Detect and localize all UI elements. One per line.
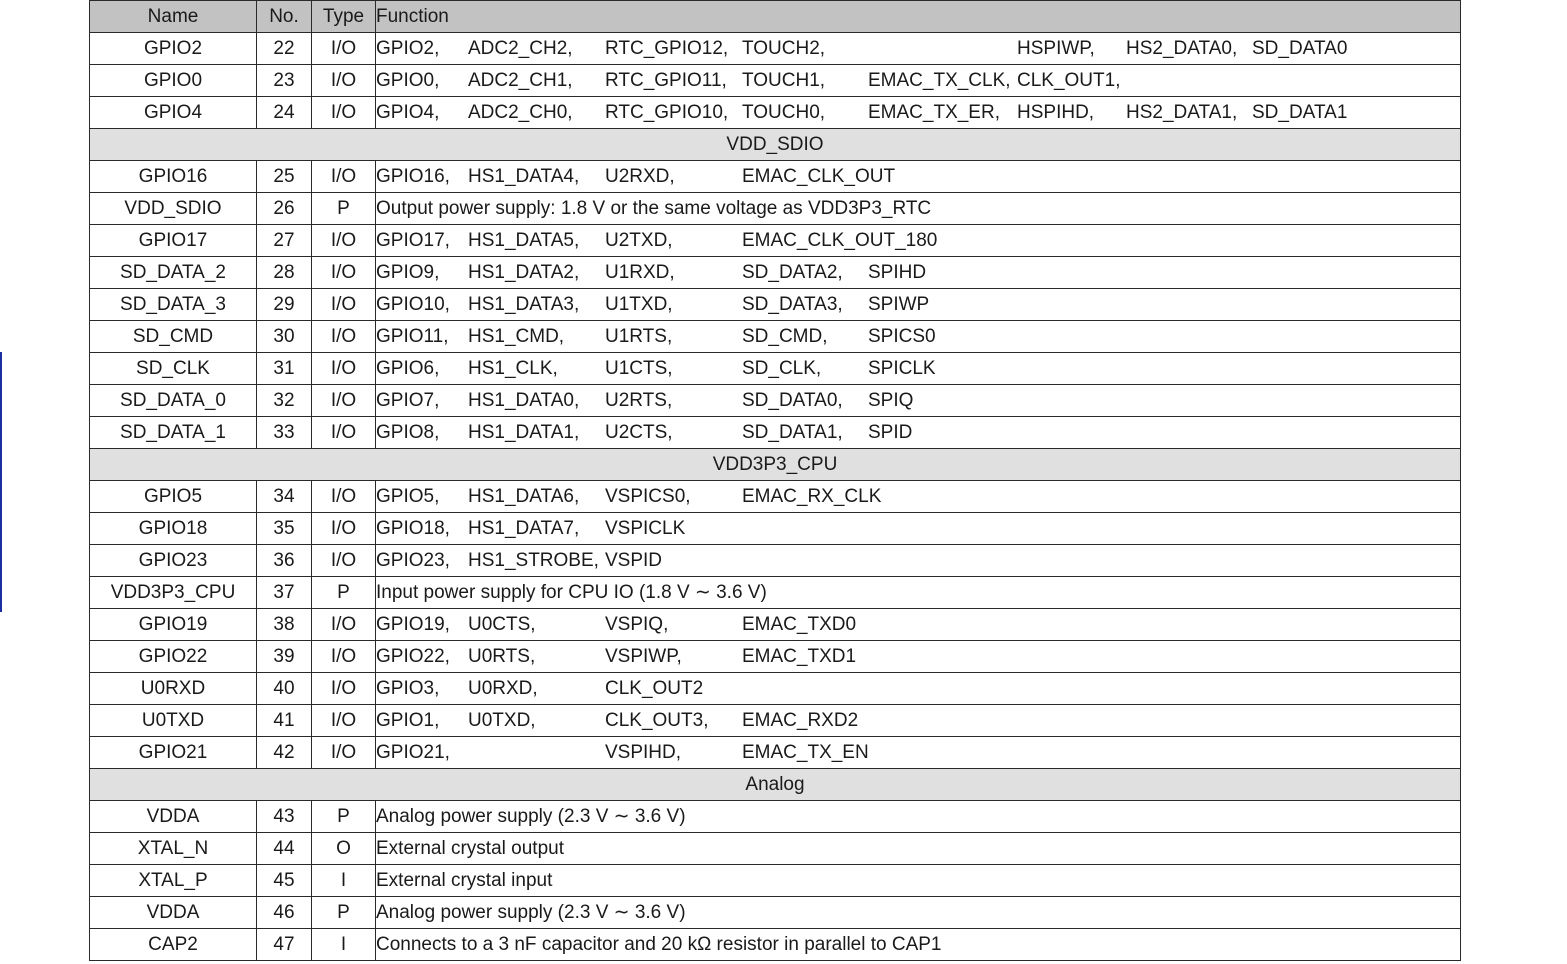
pin-name: SD_DATA_2 <box>90 257 257 289</box>
pin-number: 31 <box>257 353 312 385</box>
function-signal: TOUCH1, <box>742 70 826 91</box>
pin-name: SD_DATA_3 <box>90 289 257 321</box>
pin-function <box>376 737 1461 769</box>
table-row <box>90 161 1461 193</box>
pin-function <box>376 33 1461 65</box>
function-signal: SPIQ <box>868 390 914 411</box>
function-signal: EMAC_TX_EN <box>742 742 869 763</box>
pin-name: SD_DATA_0 <box>90 385 257 417</box>
table-row <box>90 577 1461 609</box>
function-signal: GPIO2, <box>376 38 440 59</box>
function-signal: GPIO1, <box>376 710 440 731</box>
pin-definition-table <box>89 0 1461 961</box>
table-row <box>90 193 1461 225</box>
pin-type: I/O <box>312 705 376 737</box>
function-signal: HSPIWP, <box>1017 38 1095 59</box>
pin-name: GPIO23 <box>90 545 257 577</box>
pin-function <box>376 417 1461 449</box>
function-signal: CLK_OUT2 <box>605 678 704 699</box>
function-signal: RTC_GPIO10, <box>605 102 729 123</box>
pin-name: VDDA <box>90 897 257 929</box>
pin-function <box>376 897 1461 929</box>
pin-number: 35 <box>257 513 312 545</box>
pin-number: 37 <box>257 577 312 609</box>
function-signal: SD_CMD, <box>742 326 828 347</box>
function-signal: EMAC_RX_CLK <box>742 486 882 507</box>
pin-type: I/O <box>312 417 376 449</box>
pin-number: 34 <box>257 481 312 513</box>
pin-type: P <box>312 193 376 225</box>
pin-function <box>376 833 1461 865</box>
pin-number: 41 <box>257 705 312 737</box>
pin-type: P <box>312 577 376 609</box>
pin-type: I/O <box>312 257 376 289</box>
pin-function <box>376 321 1461 353</box>
function-signal: ADC2_CH2, <box>468 38 573 59</box>
function-signal: U2RTS, <box>605 390 673 411</box>
function-signal: SPID <box>868 422 913 443</box>
pin-number: 40 <box>257 673 312 705</box>
function-signal: CLK_OUT1, <box>1017 70 1121 91</box>
pin-number: 38 <box>257 609 312 641</box>
pin-function <box>376 353 1461 385</box>
pin-name: SD_DATA_1 <box>90 417 257 449</box>
function-signal: GPIO7, <box>376 390 440 411</box>
pin-type: I/O <box>312 641 376 673</box>
pin-type: P <box>312 897 376 929</box>
function-signal: CLK_OUT3, <box>605 710 709 731</box>
function-signal: SD_DATA1, <box>742 422 843 443</box>
function-signal: HS1_DATA1, <box>468 422 580 443</box>
function-description: Analog power supply (2.3 V ∼ 3.6 V) <box>376 902 686 923</box>
pin-name: GPIO21 <box>90 737 257 769</box>
function-signal: GPIO21, <box>376 742 450 763</box>
pin-function <box>376 577 1461 609</box>
pin-type: I/O <box>312 737 376 769</box>
table-row <box>90 929 1461 961</box>
function-signal: RTC_GPIO11, <box>605 70 727 91</box>
table-row <box>90 673 1461 705</box>
function-signal: U2TXD, <box>605 230 673 251</box>
pin-name: GPIO16 <box>90 161 257 193</box>
header-no: No. <box>257 1 312 33</box>
function-signal: RTC_GPIO12, <box>605 38 729 59</box>
function-signal: EMAC_TX_ER, <box>868 102 1000 123</box>
function-signal: GPIO5, <box>376 486 440 507</box>
table-row <box>90 801 1461 833</box>
table-row <box>90 321 1461 353</box>
pin-number: 44 <box>257 833 312 865</box>
section-row <box>90 769 1461 801</box>
section-row <box>90 129 1461 161</box>
pin-number: 36 <box>257 545 312 577</box>
pin-name: GPIO22 <box>90 641 257 673</box>
function-signal: TOUCH2, <box>742 38 826 59</box>
pin-type: I/O <box>312 513 376 545</box>
table-row <box>90 865 1461 897</box>
table-row <box>90 385 1461 417</box>
pin-type: I/O <box>312 289 376 321</box>
function-signal: U1CTS, <box>605 358 673 379</box>
margin-change-bar <box>0 352 2 612</box>
function-signal: SD_DATA1 <box>1252 102 1348 123</box>
function-signal: GPIO18, <box>376 518 450 539</box>
pin-name: VDD_SDIO <box>90 193 257 225</box>
pin-number: 29 <box>257 289 312 321</box>
pin-name: U0TXD <box>90 705 257 737</box>
function-signal: GPIO6, <box>376 358 440 379</box>
function-signal: EMAC_TXD0 <box>742 614 857 635</box>
pin-type: P <box>312 801 376 833</box>
pin-name: XTAL_N <box>90 833 257 865</box>
function-description: Connects to a 3 nF capacitor and 20 kΩ resistor in parallel to CAP1 <box>376 934 942 955</box>
function-signal: HS1_DATA4, <box>468 166 580 187</box>
function-signal: GPIO3, <box>376 678 440 699</box>
pin-function <box>376 481 1461 513</box>
pin-name: XTAL_P <box>90 865 257 897</box>
pin-number: 42 <box>257 737 312 769</box>
pin-name: SD_CMD <box>90 321 257 353</box>
function-signal: ADC2_CH1, <box>468 70 573 91</box>
function-signal: HS1_DATA6, <box>468 486 580 507</box>
pin-name: GPIO19 <box>90 609 257 641</box>
function-signal: HS2_DATA0, <box>1126 38 1238 59</box>
header-function: Function <box>376 1 1461 33</box>
table-row <box>90 33 1461 65</box>
pin-type: I/O <box>312 225 376 257</box>
pin-type: I/O <box>312 481 376 513</box>
pin-number: 24 <box>257 97 312 129</box>
pin-function <box>376 801 1461 833</box>
pin-type: I <box>312 929 376 961</box>
pin-type: O <box>312 833 376 865</box>
function-signal: VSPIWP, <box>605 646 682 667</box>
pin-number: 28 <box>257 257 312 289</box>
function-signal: U0CTS, <box>468 614 536 635</box>
function-signal: HS1_DATA5, <box>468 230 580 251</box>
pin-number: 32 <box>257 385 312 417</box>
pin-function <box>376 97 1461 129</box>
table-row <box>90 225 1461 257</box>
pin-number: 26 <box>257 193 312 225</box>
pin-function <box>376 929 1461 961</box>
function-signal: EMAC_CLK_OUT <box>742 166 896 187</box>
function-signal: HS2_DATA1, <box>1126 102 1238 123</box>
pin-type: I/O <box>312 673 376 705</box>
function-signal: GPIO19, <box>376 614 450 635</box>
pin-name: GPIO4 <box>90 97 257 129</box>
function-signal: SD_DATA0, <box>742 390 843 411</box>
table-header-row <box>90 1 1461 33</box>
pin-function <box>376 161 1461 193</box>
pin-name: VDDA <box>90 801 257 833</box>
function-signal: HS1_DATA2, <box>468 262 580 283</box>
pin-number: 22 <box>257 33 312 65</box>
pin-function <box>376 609 1461 641</box>
function-signal: EMAC_CLK_OUT_180 <box>742 230 938 251</box>
table-row <box>90 737 1461 769</box>
pin-number: 23 <box>257 65 312 97</box>
function-signal: U1RTS, <box>605 326 673 347</box>
function-signal: GPIO22, <box>376 646 450 667</box>
function-signal: U1RXD, <box>605 262 675 283</box>
header-name: Name <box>90 1 257 33</box>
pin-function <box>376 545 1461 577</box>
function-signal: HS1_CMD, <box>468 326 565 347</box>
function-signal: VSPID <box>605 550 663 571</box>
function-signal: VSPIHD, <box>605 742 682 763</box>
function-description: Analog power supply (2.3 V ∼ 3.6 V) <box>376 806 686 827</box>
function-description: Output power supply: 1.8 V or the same voltage as VDD3P3_RTC <box>376 198 932 219</box>
table-row <box>90 417 1461 449</box>
function-description: External crystal input <box>376 870 553 891</box>
function-signal: VSPIQ, <box>605 614 669 635</box>
pin-type: I/O <box>312 97 376 129</box>
table-body <box>90 33 1461 961</box>
pin-number: 47 <box>257 929 312 961</box>
pin-number: 25 <box>257 161 312 193</box>
function-signal: GPIO17, <box>376 230 450 251</box>
function-signal: SPIWP <box>868 294 930 315</box>
function-signal: GPIO16, <box>376 166 450 187</box>
table-row <box>90 897 1461 929</box>
table-row <box>90 705 1461 737</box>
pin-type: I/O <box>312 161 376 193</box>
table-row <box>90 513 1461 545</box>
function-signal: U0TXD, <box>468 710 536 731</box>
table-row <box>90 353 1461 385</box>
table-row <box>90 97 1461 129</box>
table-row <box>90 641 1461 673</box>
function-signal: SD_DATA0 <box>1252 38 1348 59</box>
table-row <box>90 289 1461 321</box>
table-row <box>90 609 1461 641</box>
function-signal: HS1_DATA7, <box>468 518 580 539</box>
function-signal: GPIO10, <box>376 294 450 315</box>
function-signal: HS1_STROBE, <box>468 550 599 571</box>
function-signal: VSPICS0, <box>605 486 691 507</box>
pin-function <box>376 193 1461 225</box>
function-signal: SD_DATA2, <box>742 262 843 283</box>
function-signal: U1TXD, <box>605 294 673 315</box>
function-signal: SD_DATA3, <box>742 294 843 315</box>
pin-name: GPIO2 <box>90 33 257 65</box>
pin-number: 46 <box>257 897 312 929</box>
function-signal: GPIO8, <box>376 422 440 443</box>
header-type: Type <box>312 1 376 33</box>
function-signal: GPIO0, <box>376 70 440 91</box>
function-signal: SPIHD <box>868 262 927 283</box>
function-signal: U2CTS, <box>605 422 673 443</box>
function-signal: U0RXD, <box>468 678 538 699</box>
table-row <box>90 833 1461 865</box>
pin-name: CAP2 <box>90 929 257 961</box>
section-title: Analog <box>90 769 1461 801</box>
pin-name: SD_CLK <box>90 353 257 385</box>
function-signal: GPIO4, <box>376 102 440 123</box>
pin-function <box>376 257 1461 289</box>
function-signal: EMAC_TXD1 <box>742 646 857 667</box>
pin-function <box>376 513 1461 545</box>
function-signal: U0RTS, <box>468 646 536 667</box>
function-signal: EMAC_RXD2 <box>742 710 859 731</box>
section-title: VDD3P3_CPU <box>90 449 1461 481</box>
function-signal: HS1_DATA0, <box>468 390 580 411</box>
pin-type: I/O <box>312 65 376 97</box>
pin-name: GPIO5 <box>90 481 257 513</box>
function-signal: SD_CLK, <box>742 358 822 379</box>
table-row <box>90 481 1461 513</box>
pin-function <box>376 225 1461 257</box>
pin-number: 45 <box>257 865 312 897</box>
pin-name: GPIO18 <box>90 513 257 545</box>
section-row <box>90 449 1461 481</box>
pin-type: I <box>312 865 376 897</box>
table-row <box>90 545 1461 577</box>
pin-number: 30 <box>257 321 312 353</box>
function-signal: HS1_CLK, <box>468 358 558 379</box>
function-description: External crystal output <box>376 838 564 859</box>
table-row <box>90 65 1461 97</box>
table-row <box>90 257 1461 289</box>
pin-type: I/O <box>312 545 376 577</box>
pin-function <box>376 705 1461 737</box>
pin-number: 33 <box>257 417 312 449</box>
section-title: VDD_SDIO <box>90 129 1461 161</box>
pin-name: VDD3P3_CPU <box>90 577 257 609</box>
pin-number: 39 <box>257 641 312 673</box>
pin-number: 43 <box>257 801 312 833</box>
pin-type: I/O <box>312 609 376 641</box>
function-signal: EMAC_TX_CLK, <box>868 70 1011 91</box>
pin-number: 27 <box>257 225 312 257</box>
pin-type: I/O <box>312 353 376 385</box>
pin-function <box>376 289 1461 321</box>
pin-function <box>376 673 1461 705</box>
function-signal: ADC2_CH0, <box>468 102 573 123</box>
function-signal: SPICLK <box>868 358 936 379</box>
pin-name: U0RXD <box>90 673 257 705</box>
function-signal: TOUCH0, <box>742 102 826 123</box>
function-signal: HS1_DATA3, <box>468 294 580 315</box>
function-signal: GPIO11, <box>376 326 449 347</box>
pin-name: GPIO0 <box>90 65 257 97</box>
pin-name: GPIO17 <box>90 225 257 257</box>
function-signal: HSPIHD, <box>1017 102 1095 123</box>
pin-type: I/O <box>312 321 376 353</box>
pin-function <box>376 385 1461 417</box>
function-signal: GPIO23, <box>376 550 450 571</box>
function-signal: U2RXD, <box>605 166 675 187</box>
function-signal: VSPICLK <box>605 518 686 539</box>
pin-type: I/O <box>312 33 376 65</box>
pin-function <box>376 65 1461 97</box>
pin-function <box>376 641 1461 673</box>
function-signal: SPICS0 <box>868 326 936 347</box>
pin-type: I/O <box>312 385 376 417</box>
function-description: Input power supply for CPU IO (1.8 V ∼ 3.6 V) <box>376 582 767 603</box>
pin-function <box>376 865 1461 897</box>
function-signal: GPIO9, <box>376 262 440 283</box>
